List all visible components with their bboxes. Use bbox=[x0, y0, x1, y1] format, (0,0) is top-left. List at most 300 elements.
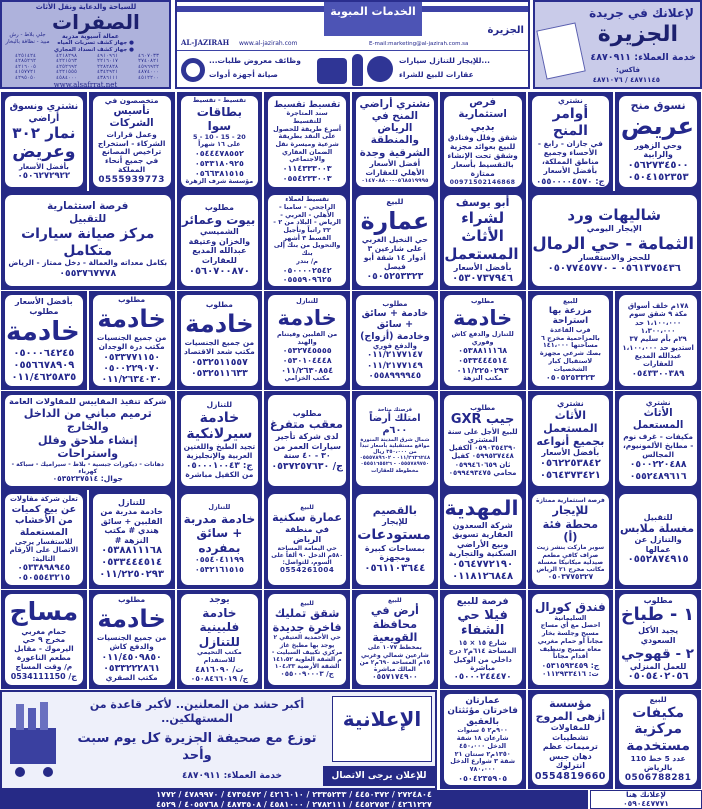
service-item: ● جهاز كشف انسداد المجاري bbox=[54, 46, 134, 53]
ad-sub: مزرعة بها استراحة bbox=[548, 305, 592, 327]
ad-body: سوبر ماركت بنشر زيت صراف كافي مطعم صيدلية ميكانيكا مغسلة مكاتب مخرج ٢١ الرياض bbox=[536, 544, 605, 573]
alelaniya-logo bbox=[332, 696, 432, 762]
ad-content bbox=[531, 493, 611, 586]
ad-body: بكامل معداته والعمالة - دخل ممتاز - الرياض bbox=[8, 258, 168, 268]
ad-body: ٠٥٥٥٧٨٩٧٥٠ - ٠٥٥٥١٦٥٥٢٦ bbox=[360, 461, 430, 468]
ad-sub: بالقصيم bbox=[372, 504, 417, 518]
ad-headline: للإيجار bbox=[552, 504, 589, 518]
ad-sub: عمارتان فاخرتان مؤثثتان بالعقيق bbox=[447, 695, 518, 727]
ad-phone: ٠٥٣٢٥١١٥٥٧ bbox=[191, 357, 248, 369]
ad-content bbox=[267, 394, 347, 487]
ad-phone: ٠٥٥٣٧٦٧٧٧٨ bbox=[59, 268, 117, 280]
banner-distribution: توزع مع صحيفة الجزيرة كل يوم سبت وأحد bbox=[77, 731, 317, 763]
ad-phone: ٠٥٠٥٥٤٣٢١٥ bbox=[17, 573, 71, 584]
phone-number: ٢٢١٦٠١٧ bbox=[96, 58, 119, 65]
ad-headline: أرض في محافظة القويعية bbox=[370, 604, 419, 644]
ad-content bbox=[92, 294, 172, 387]
ad-content bbox=[180, 394, 260, 487]
classified-ad[interactable] bbox=[528, 490, 614, 589]
ad-phone: ٠٥٣٣٤٤٤٥١٤ bbox=[101, 557, 163, 569]
customer-service-number: خدمة العملاء: ٤٨٧٠٩١١ bbox=[590, 52, 696, 63]
ad-phone: ٠٥٠٠٠٢٤٤٤٧٠ bbox=[453, 672, 512, 683]
classified-ad[interactable] bbox=[177, 291, 263, 390]
ad-phone: ٠٥٠٥٤٠٢٠٥٦ bbox=[627, 671, 689, 683]
ad-phone: ٠١١/٢٦٣٤٠٣٠ bbox=[101, 373, 162, 385]
ad-headline: خادمة فلبينية bbox=[199, 605, 240, 635]
ad-body: المشتري ٠٥٩٠٣٥٤٣٩٠ الكفيل ٠٥٩٩٥٣٧٤٤٨ كفيل ثان ٠٥٩٩٤٦٠٦٥٩ محامي ٠٥٩٩٤٩٣٤٧٥ bbox=[448, 435, 517, 478]
ad-sub: فرصة للبيع bbox=[456, 596, 509, 608]
ad-phone: ٠٥٣٢١٦١٥١٥ bbox=[194, 565, 244, 575]
ad-label: مطلوب bbox=[382, 299, 408, 308]
ad-headline: إنشاء ملاحق وفلل واستراحات bbox=[37, 433, 138, 461]
classified-ad[interactable] bbox=[528, 391, 614, 490]
phone-number: ٤٢٩٥٠٥٠ bbox=[14, 74, 37, 81]
ad-content bbox=[618, 493, 698, 586]
ad-label: مطلوب bbox=[292, 408, 322, 418]
ad-phone: ج: ٠٥٠٠٠١٠٠٤٣ bbox=[185, 460, 253, 471]
classified-ad[interactable] bbox=[528, 191, 702, 290]
classified-ad[interactable] bbox=[352, 191, 438, 290]
al-jazirah-brand: AL-JAZIRAH bbox=[181, 38, 230, 47]
classified-ad[interactable] bbox=[528, 690, 614, 789]
ad-body: يجيد الأكل السعودي bbox=[638, 626, 679, 645]
advertise-here-label: لإعلانك هنا bbox=[626, 790, 666, 799]
tree-house-icon bbox=[367, 56, 393, 82]
ad-label: عبدالله المديع للعقارات bbox=[634, 351, 682, 369]
ad-content bbox=[443, 294, 523, 387]
advertise-here-box[interactable] bbox=[590, 790, 702, 809]
ad-label: للبيع bbox=[388, 596, 402, 604]
ad-phone: ٠٥٠٦٢٧٢٩٢٢ bbox=[17, 171, 71, 182]
ad-body: تقسيط لعملاء الراجحي - سامبا - الأهلي - العربي - الرياض - البلاد من ٢ - ٢٢ راتباً وتأجيل القسط ٣ أشهر والتحويل من بنك إلى بنك bbox=[273, 195, 341, 258]
ad-content bbox=[92, 95, 172, 188]
ad-content bbox=[267, 294, 347, 387]
ad-sub: نشتري أراضي المنح في الرياض والمنطقة الشرقية وجدة bbox=[359, 98, 431, 159]
classified-ad[interactable] bbox=[440, 490, 526, 589]
ad-label: نشتري bbox=[557, 96, 583, 106]
ad-body: وحي الزهور والرابية bbox=[634, 140, 682, 160]
classified-ad[interactable] bbox=[1, 92, 87, 191]
ad-label: للبيع bbox=[649, 694, 667, 704]
classified-ad[interactable] bbox=[89, 291, 175, 390]
ad-big: المهدية bbox=[444, 496, 519, 521]
ad-body: من جميع الجنسيات مكتب درة الوجدان bbox=[96, 332, 167, 351]
ad-phone: ٠٥٣٣٨٩٨٩٤٥ bbox=[17, 562, 71, 573]
ad-phone: ٠٥٣٠٧٣٧٩٤٦ bbox=[452, 272, 514, 284]
classified-ad[interactable] bbox=[440, 291, 526, 390]
ad-phone: ٠٥٣٣٢٢٢٨٦١ bbox=[103, 662, 160, 674]
alsafrrat-website[interactable]: www.alsafrrat.net bbox=[53, 81, 118, 89]
ad-label: مطلوب bbox=[118, 595, 146, 604]
ad-sub: نسوق منح bbox=[630, 98, 686, 112]
classified-ad[interactable] bbox=[528, 291, 614, 390]
fax-label: فاكس: bbox=[616, 66, 640, 74]
ad-headline: امتلك أرضاً ٦٠٠م bbox=[369, 413, 421, 436]
ad-label: مطلوب bbox=[204, 203, 234, 213]
ad-headline: فندق كورال bbox=[534, 600, 606, 615]
ad-headline: بطاقات سوا bbox=[196, 104, 243, 134]
banner-call-label: للإعلان يرجى الاتصال bbox=[323, 766, 435, 786]
ad-label: للبيع bbox=[386, 197, 404, 207]
classified-ad[interactable] bbox=[615, 391, 701, 490]
ad-big: مغسلة ملابس bbox=[619, 522, 694, 536]
ad-label: مطلوب bbox=[470, 297, 495, 306]
ad-content bbox=[4, 294, 84, 387]
classified-ad[interactable] bbox=[264, 391, 350, 490]
ad-content bbox=[4, 194, 172, 287]
ad-body: بأفضل الأسعار bbox=[541, 448, 600, 458]
classified-ad[interactable] bbox=[352, 490, 438, 589]
ad-content bbox=[180, 294, 260, 387]
ad-body: أسرع طريقة للحصول على النقد بطريقة شرعية وميسرة نقل الضمان العقاري والاجتماعي bbox=[273, 124, 342, 164]
classified-ad[interactable] bbox=[1, 191, 175, 290]
classified-ad[interactable] bbox=[1, 391, 175, 490]
ad-content bbox=[4, 493, 84, 586]
phone-number: ٤٣٨٦١١١ bbox=[96, 74, 119, 81]
ad-label: مطلوب bbox=[643, 595, 673, 605]
ad-phone: 0506788281 bbox=[624, 772, 692, 783]
classified-ad[interactable] bbox=[615, 291, 701, 390]
ad-phone: ٠٥٠٤١٥٢٣٥٣ bbox=[627, 172, 689, 184]
ad-content bbox=[443, 394, 523, 487]
category-real-estate: عقارات للبيع للشراء bbox=[399, 70, 474, 79]
classified-ad[interactable] bbox=[440, 191, 526, 290]
ad-phone: ٠١١/٢٦٣٠٨٥٤ bbox=[281, 365, 334, 375]
alsafrrat-tagline: للسياحة والدعاية ونقل الأثاث bbox=[35, 3, 137, 11]
classified-ad[interactable] bbox=[615, 690, 701, 789]
ad-phone: ٠١١/٢١٧٧١٤٧ bbox=[366, 350, 423, 361]
ad-body: بالرياض bbox=[643, 762, 673, 772]
ad-phone: ٠٥٣٠١٠٤٤٤٨ bbox=[282, 355, 332, 365]
ad-body: والدفع فوري bbox=[372, 342, 417, 351]
ad-body: حي النخيل الغربي على شارعين ٣ أدوار ١٤ شقة أبو فيصل bbox=[361, 234, 428, 271]
ad-label: تقسيط - تقسيط bbox=[192, 96, 247, 105]
ad-body: 20 - 15 - 10 - 5 bbox=[193, 132, 246, 141]
ad-body: حي الأحمدية العتيقي ٢ يوجد بها مطبخ غاز مركزي تكييف السبليت - م الشقة العلوية ١٤١،٥٢ الشقة الأرضية ١٠٤،٣٣ bbox=[271, 634, 343, 671]
ad-phone: ٠٥٦٨٥١٩٩٩٥-٠١٤٧٠٨٨٠٠ bbox=[361, 177, 429, 184]
classified-ad[interactable] bbox=[1, 590, 87, 689]
phone-number: ٤٢١٨٢٩٨ bbox=[55, 53, 78, 59]
ad-content bbox=[4, 95, 84, 188]
ad-label: فرصتك متاحة bbox=[377, 407, 413, 414]
ad-content bbox=[355, 95, 435, 188]
ad-big: عمارة bbox=[360, 207, 430, 236]
ad-headline: مكيفات مركزية مستخدمة bbox=[626, 704, 690, 755]
classified-ad[interactable] bbox=[264, 291, 350, 390]
ad-label: مطلوب bbox=[118, 294, 146, 304]
ad-content bbox=[531, 294, 611, 387]
ad-body: تجيد الطبخ واللغتين العربية والإنجليزية bbox=[183, 442, 256, 460]
ad-phone: ٠٥٣٢٧٤٥٥٥٥ bbox=[282, 346, 332, 356]
classified-ad[interactable] bbox=[264, 590, 350, 689]
ad-phone: ٠٥٦٦٣٨١٥١٥ bbox=[194, 168, 244, 178]
ad-body: قرب القاعدة بالمزاحمية مخرج ٦ مساحتها ١٤١،٠٠٠ بصك شرعي مجهزة لاستقبال كبار الشخصيات bbox=[539, 325, 601, 373]
ad-body: من الفلبين وفيتنام والهند bbox=[276, 329, 338, 346]
ad-body: ٢٩م بأم سليم ٣٧ استديو حد ١،١٠٠،٠٠٠ bbox=[622, 335, 694, 352]
classified-ad[interactable] bbox=[528, 590, 614, 689]
category-maintenance: صيانة أجهزة أدوات bbox=[209, 70, 278, 79]
ad-phone: ٠٥٦٠٧٠٠٨٧٠ bbox=[188, 265, 250, 277]
ad-content bbox=[267, 194, 347, 287]
ad-phone: ٠٥٠٠٠٠٢٥٤٢ bbox=[282, 265, 332, 275]
classified-ad[interactable] bbox=[440, 590, 526, 689]
alelaniya-promo-banner[interactable] bbox=[0, 690, 437, 790]
ad-headline: خادمة مدربة + سائق بمفرده bbox=[183, 512, 256, 555]
phone-dial-icon bbox=[181, 58, 205, 82]
website-link[interactable]: www.al-jazirah.com bbox=[239, 40, 298, 47]
ad-label: للتنازل bbox=[117, 497, 146, 507]
ad-content bbox=[531, 394, 611, 487]
classified-ad[interactable] bbox=[352, 92, 438, 191]
ad-body: حي اليمامة المساحة ٥٨٠م الدخل ٩٠ ألفاً على السوم، للتواصل: bbox=[271, 544, 343, 566]
ad-phone: ٠٥٣٨٨١١١٦٨ bbox=[101, 545, 163, 557]
ad-phone: 0554819660 bbox=[534, 770, 606, 782]
classified-ad[interactable] bbox=[440, 690, 526, 789]
ad-body: في جازان - رابغ - الأحساء وجميع مناطق المملكة، بأفضل الأسعار bbox=[537, 138, 603, 175]
ad-content bbox=[267, 593, 347, 686]
ad-body: والتنازل عن عمالها bbox=[634, 535, 682, 554]
ad-label: للتقبيل bbox=[643, 512, 673, 522]
ad-body: على ١٦ شهراً bbox=[198, 140, 241, 149]
ad-label: مكتب الصقري bbox=[105, 673, 158, 683]
email-link[interactable]: E-mail:marketing@al-jazirah.com.sa bbox=[369, 41, 469, 47]
ad-body: ١٣٥٠م٢ سنتان ٢١ شقة ٣ شوارع الدخل ٧٨٠،٠٠٠ bbox=[450, 749, 516, 774]
phone-number: ٤٢٢١٥٦٣ bbox=[55, 58, 78, 65]
ad-body: احصل مع أي مساج مسبح وجلسة بخار مجاناً أو حمام مغربي معاه مسبح وتنظيف أقدام مجاناً bbox=[537, 621, 604, 661]
classified-ad[interactable] bbox=[615, 490, 701, 589]
ad-body: عبدالله المديع للعقارات bbox=[192, 246, 247, 266]
alsafrrat-services bbox=[54, 40, 134, 53]
ad-label: للتنازل bbox=[206, 399, 233, 409]
ad-phone: ت: ٠١١٢٩٣٣٤١٦ bbox=[542, 669, 599, 679]
ad-label: نشتري bbox=[557, 399, 584, 409]
ad-phone: ج/ ٠٥٣٧٢٥٧٦٣٠ bbox=[271, 460, 343, 472]
ad-content bbox=[355, 294, 435, 387]
ad-big: وعريض bbox=[12, 142, 76, 163]
ad-sub: في منطقة الرياض bbox=[285, 523, 330, 544]
ad-body: مخرج ٩ حي اليرموك - مقابل مطعم الناعورة bbox=[14, 635, 74, 663]
ad-phone: ٠٥٦١١٠٣٦٤٤ bbox=[364, 562, 426, 574]
ad-body: شقق وفلل وفنادق للبيع بعوائد مجزية وشقق تحت الإنشاء بالتقسيط بأسعار ممتازة bbox=[447, 133, 518, 178]
classified-ad[interactable] bbox=[89, 92, 175, 191]
footer-phone-numbers bbox=[0, 790, 588, 809]
ad-content bbox=[443, 493, 523, 586]
ad-content bbox=[443, 593, 523, 686]
classified-ad[interactable] bbox=[177, 590, 263, 689]
ad-phone: ج: ٠٥٥٠٠٠٠٤٥٧٠ bbox=[536, 175, 605, 186]
ad-phone: ٠١١/٢٢٥٠٢٩٣ bbox=[456, 365, 509, 375]
ad-body: ٩٠٠م٢ ٥ سنوات شارعان ١٨ شقة الدخل ٤٥٠،٠٠٠ bbox=[456, 726, 509, 750]
ad-content bbox=[4, 394, 172, 487]
person-icon bbox=[352, 54, 363, 86]
ad-phone: ٠١١/٤٥٠٩٨٥٠ bbox=[101, 651, 162, 663]
classified-ad[interactable] bbox=[1, 490, 87, 589]
ad-body: بأفضل الأسعار bbox=[18, 163, 69, 172]
ad-phone: 0555939773 bbox=[98, 175, 165, 186]
classified-ad[interactable] bbox=[352, 391, 438, 490]
ad-phone: ٠٥٠٥٢٥٣٣٢٣ bbox=[366, 271, 424, 283]
ad-sub: فرصة استثمارية bbox=[47, 201, 129, 213]
ad-content bbox=[531, 194, 699, 287]
ad-body: للمقاولات تشطيبات ترميمات عظم دهان جبس انترلوك bbox=[542, 723, 598, 771]
ad-body: للعمل المنزلي bbox=[629, 661, 687, 671]
ad-sub: الأثاث المستعمل bbox=[632, 408, 684, 432]
ad-label: مطلوب bbox=[205, 300, 233, 310]
ad-phone: ٠٥٥٤٠٤١١٩٩ bbox=[194, 555, 244, 565]
classified-ad[interactable] bbox=[615, 92, 701, 191]
ad-body: بمساحات كبيرة ومجهزة bbox=[364, 543, 425, 563]
ad-label: للبيع bbox=[300, 504, 314, 512]
ad-phone: ٠٥٦٤٣٧٣٤٢١ bbox=[539, 469, 601, 481]
ad-body: خادمة مدربة من الفلبين + سائق هندي # مكتب النزهة # bbox=[100, 507, 163, 545]
classified-ad[interactable] bbox=[1, 291, 87, 390]
classified-ad[interactable] bbox=[177, 191, 263, 290]
ad-sub: للتقبيل bbox=[69, 213, 107, 225]
ad-body: مكيفات - غرف نوم - مطابخ الألمونيوم، المجالس bbox=[622, 431, 694, 459]
ad-content bbox=[443, 693, 523, 786]
ad-label: نشتري bbox=[645, 398, 671, 408]
ad-label: مخطوطة للعقارات bbox=[371, 467, 419, 474]
ad-phone: ٠٥٥٦٦٧٨٩٠٩ bbox=[13, 359, 75, 371]
ad-content bbox=[180, 194, 260, 287]
ad-phone: ٠٥٥٢٤٨٩٦١٦ bbox=[629, 470, 687, 482]
alsafrrat-header-ad[interactable] bbox=[0, 0, 171, 89]
ad-body: الأهلي للعقارات bbox=[365, 167, 425, 177]
ad-label: للتنازل bbox=[296, 297, 319, 306]
ad-label: متخصصون في bbox=[104, 96, 159, 106]
ad-headline: أوامر المنح bbox=[552, 106, 589, 140]
ad-content bbox=[355, 394, 435, 487]
ad-body: مكتب شعد الاقتصاد bbox=[183, 347, 255, 357]
classified-ad[interactable] bbox=[264, 490, 350, 589]
ad-phone: ٠٥٠٥٢٥٣٣٢٣ bbox=[545, 373, 595, 383]
ad-label: للتنازل bbox=[208, 503, 231, 512]
ad-phone: ٠٥٥٨٩٩٩٩٤٥ bbox=[368, 371, 422, 382]
ad-big: خادمة bbox=[97, 604, 166, 633]
footer-line: ٤٢٦١٢٢٧ / ٤٤٥٢٧٥٣ / ٢٧٨٢١١١ / ٤٥٨١٠٠٠ / ٤٨٧٣٥٠٨ / ٤٠٥٥٧٦٨ / ٤٥٢٩ bbox=[156, 799, 432, 809]
ad-label: للإيجار bbox=[382, 517, 408, 527]
ad-content bbox=[267, 95, 347, 188]
ad-label: فرصة استثمارية ممتازة bbox=[535, 496, 605, 504]
ad-sub: شركة تنفيذ المقاييس للمقاولات العامة bbox=[9, 396, 167, 406]
phone-number: ٤٢٢١٥٥٥ bbox=[55, 69, 78, 76]
classified-ad[interactable] bbox=[440, 92, 526, 191]
ad-sub: فرص استثمارية بدبي bbox=[458, 97, 507, 133]
ad-body: ٠١١/٢٦٣٦٢٤٨ - ٠٥٥٥٧٨٩٦٠٢ bbox=[359, 455, 431, 462]
ad-body: من جميع الجنسيات والدفع كاش bbox=[96, 632, 167, 651]
classified-ad[interactable] bbox=[352, 590, 438, 689]
ad-big: خادمة bbox=[277, 305, 337, 330]
al-jazirah-advertise-box[interactable] bbox=[533, 0, 702, 89]
classified-ad[interactable] bbox=[528, 92, 614, 191]
ad-phone: ٠٥٦٢٧٣٤٥٠٠ bbox=[627, 160, 689, 172]
phone-number: ٤٢١٦٠٠٥ bbox=[14, 63, 37, 70]
alsafrrat-side-services: جلي بلاط - رش مبيد - نظافة بالبخار bbox=[5, 32, 50, 45]
ad-body: عدد 5 خط 110 bbox=[630, 753, 686, 763]
ad-sub: الأثاث المستعمل bbox=[543, 408, 598, 435]
ad-phone: ج/ 0534111150 bbox=[10, 672, 77, 682]
ad-body: من الكفيل مباشرة bbox=[185, 470, 254, 480]
ad-big: ٢ - قهوجي bbox=[621, 645, 694, 662]
alsafrrat-phone-grid bbox=[5, 54, 169, 81]
ad-body: بمخطط ١٠٧٧ على شارعين شمالي وغربي ١٥م المساحة ٦٩٠م٢ من المالك مباشرة bbox=[359, 644, 431, 673]
ad-big: مساج bbox=[9, 597, 79, 627]
newspaper-icon bbox=[536, 22, 586, 79]
ad-phone: 0554261004 bbox=[279, 565, 335, 575]
ad-content bbox=[92, 493, 172, 586]
ad-phone: ٠٥٣٢٥١١٦٣٣ bbox=[191, 368, 248, 380]
ad-body: للتنازل والدفع كاش وفوري bbox=[451, 329, 514, 346]
classified-ad[interactable] bbox=[177, 92, 263, 191]
ad-label: الإيجار اليومي bbox=[586, 224, 642, 233]
classified-ad[interactable] bbox=[177, 490, 263, 589]
ad-content bbox=[531, 593, 611, 686]
ad-label: للحجز والاستفسار bbox=[578, 253, 651, 263]
classified-ad[interactable] bbox=[89, 490, 175, 589]
ad-label: بأفضل الأسعار bbox=[15, 297, 73, 307]
ad-phone: ٠١١/٤٦٢٥٨٣٥ bbox=[11, 371, 77, 383]
ad-body: وعمل قرارات الشركاء - استخراج تراخيص المصانع في جميع أنحاء المملكة bbox=[97, 129, 166, 175]
ad-content bbox=[618, 394, 698, 487]
ad-sub: مؤسسة أزهى المروج bbox=[535, 696, 606, 723]
ad-content bbox=[180, 593, 260, 686]
ad-headline: للتنازل bbox=[198, 634, 240, 649]
ad-headline: محطة فئة (أ) bbox=[542, 517, 599, 544]
classified-ad[interactable] bbox=[264, 191, 350, 290]
ad-content bbox=[618, 693, 698, 786]
ad-content bbox=[443, 95, 523, 188]
ad-body: للبيع الأجل على سنة bbox=[447, 427, 518, 436]
phone-number: ٤٦٠٧٠٣٣ bbox=[137, 53, 160, 59]
ad-content bbox=[618, 294, 698, 387]
phone-number: ٤٥٨٤٠٠٠ bbox=[55, 74, 78, 81]
ad-label: مطلوب bbox=[470, 403, 496, 412]
ad-phone: ٠٥٦١٣٧٥٤٣٦ - ٠٥٠٧٧٤٥٧٧٠ bbox=[547, 262, 681, 274]
phone-number: ٤٥١٢٢٠٠ bbox=[137, 74, 160, 81]
classified-ad[interactable] bbox=[89, 590, 175, 689]
ad-phone: ج/ ٠٥٠٨٤٦٦٠١٩ bbox=[190, 674, 249, 684]
ad-big: مستودعات bbox=[357, 526, 431, 543]
ad-label: السليمانية bbox=[554, 613, 587, 622]
ad-body: لدى شركة تأجير سيارات العمر من ٣٠ - ٤٠ سنة bbox=[273, 432, 342, 461]
ad-phone: 00971502146868 bbox=[449, 178, 516, 186]
ad-body: سند المتاجرة للتقسيط bbox=[286, 109, 328, 125]
divider bbox=[177, 50, 528, 51]
ad-body: م/ وقت المساج bbox=[15, 662, 73, 672]
classified-ad[interactable] bbox=[615, 590, 701, 689]
fax-number: ٤٨٧١١٤٥ / ٤٨٧١٠٧٦ bbox=[592, 76, 660, 84]
phone-number: ٤٩١٠٩٦١ bbox=[96, 53, 119, 59]
ad-big: معقب متفرغ bbox=[269, 417, 343, 432]
ad-headline: ترميم مباني من الداخل والخارج bbox=[23, 406, 152, 434]
ad-phone: ٠٥٥٢٨٧٤٩١٥ bbox=[627, 554, 689, 566]
ad-headline: عمارة سكنية bbox=[272, 511, 343, 525]
ad-sub: نشتري ونسوق أراضي bbox=[9, 101, 79, 124]
classified-ad[interactable] bbox=[177, 391, 263, 490]
ad-big: جيب GXR bbox=[450, 411, 515, 427]
classified-ad[interactable] bbox=[440, 391, 526, 490]
ad-phone: ٠١١٤٣٣٣٠٠٣ bbox=[282, 164, 332, 174]
ad-body: أفضل الأسعار bbox=[369, 158, 421, 168]
classified-ad[interactable] bbox=[352, 291, 438, 390]
alsafrrat-sub: عمالة آسيوية مدربة bbox=[62, 33, 120, 40]
classified-ad[interactable] bbox=[264, 92, 350, 191]
ad-phone: جوال: ٠٥٣٥٢٣٧٥١٤ bbox=[52, 474, 123, 484]
ad-label: مكتب الخزامي bbox=[284, 374, 330, 383]
shopping-cart-icon bbox=[6, 700, 62, 780]
phone-number: ٤٨٧٤٠٠٠ bbox=[137, 69, 160, 76]
ad-sub: تقسيط تقسيط bbox=[273, 99, 341, 110]
